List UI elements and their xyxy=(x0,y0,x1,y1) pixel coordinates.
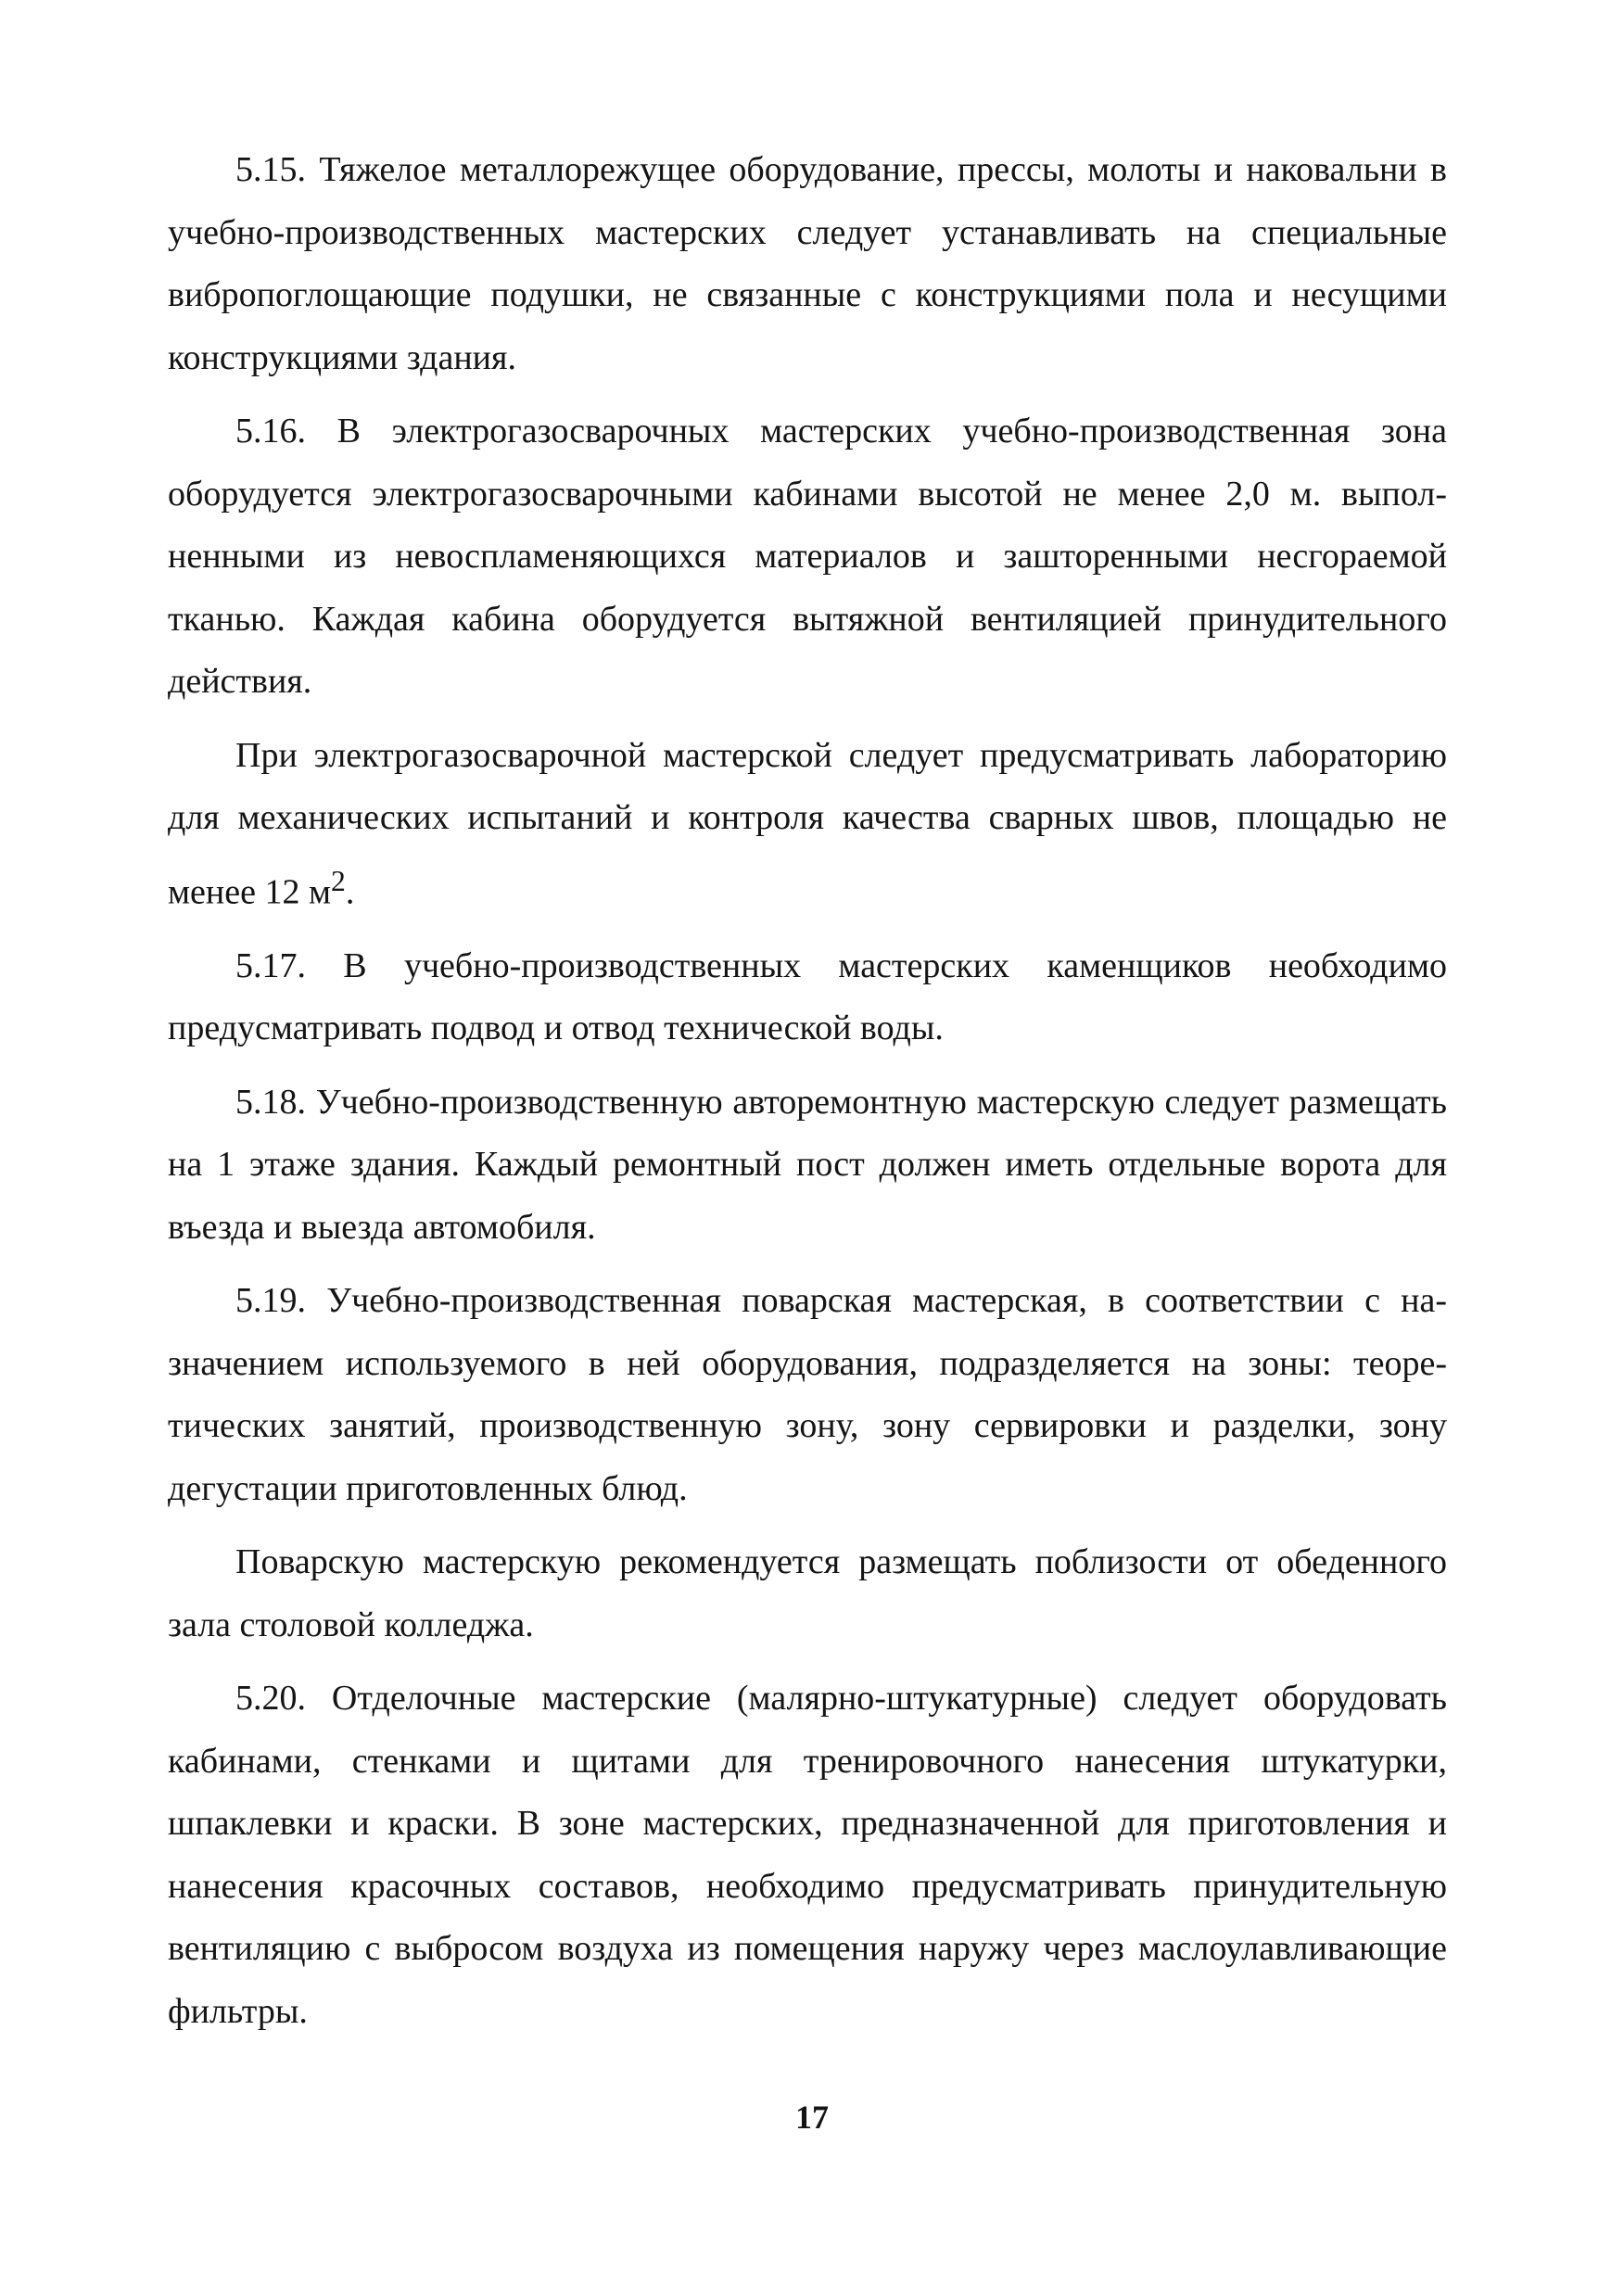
paragraph-text: 5.16. В электрогазосварочных мастерских учебно-производственная зона оборудуется электрогазосварочными кабинами высотой не менее 2,0 м. выполненными из невоспламеняющихся материалов и зашторенными несгораемой тканью. Каждая кабина оборудуется вытяжной вентиляцией принудительного действия. xyxy=(168,412,1447,701)
paragraph-5-18 xyxy=(168,1072,1447,1260)
page-number: 17 xyxy=(795,2099,829,2136)
paragraph-text: 5.19. Учебно-производственная поварская мастерская, в соответствии с назначением используемого в ней оборудования, подразделяется на зоны: теоретических занятий, производственную зону, зону сервировки и разделки, зону дегустации приготовленных блюд. xyxy=(168,1281,1447,1508)
paragraph-text: 5.15. Тяжелое металлорежущее оборудование, прессы, молоты и наковальни в учебно-производственных мастерских следует устанавливать на специальные вибропоглощающие подушки, не связанные с конструкциями пола и несущими конструкциями здания. xyxy=(168,150,1447,377)
document-body xyxy=(168,139,1447,2043)
paragraph-text: 5.18. Учебно-производственную авторемонтную мастерскую следует размещать на 1 этаже здания. Каждый ремонтный пост должен иметь отдельные ворота для въезда и выезда автомобиля. xyxy=(168,1082,1447,1247)
paragraph-5-19 xyxy=(168,1270,1447,1520)
paragraph-text: Поварскую мастерскую рекомендуется размещать поблизости от обеденного зала столовой колледжа. xyxy=(168,1542,1447,1644)
paragraph-welding-laboratory xyxy=(168,725,1447,924)
paragraph-cooking-workshop xyxy=(168,1531,1447,1656)
area-unit-superscript: 2 xyxy=(331,864,346,897)
paragraph-text: 5.20. Отделочные мастерские (малярно-штукатурные) следует оборудовать кабинами, стенками и щитами для тренировочного нанесения штукатурки, шпаклевки и краски. В зоне мастерских, предназначенной для приготовления и нанесения красочных составов, необходимо предусматривать принудительную вентиляцию с выбросом воздуха из помещения наружу через маслоулавливающие фильтры. xyxy=(168,1679,1447,2031)
paragraph-5-16 xyxy=(168,400,1447,714)
paragraph-5-15 xyxy=(168,139,1447,389)
paragraph-5-17 xyxy=(168,935,1447,1060)
paragraph-text: 5.17. В учебно-производственных мастерских каменщиков необходимо предусматривать подвод и отвод технической воды. xyxy=(168,945,1447,1048)
paragraph-text-end: . xyxy=(345,872,355,912)
paragraph-text: При электрогазосварочной мастерской следует предусматривать лабораторию для механических испытаний и контроля качества сварных швов, площадью не менее 12 м xyxy=(168,735,1447,912)
paragraph-5-20 xyxy=(168,1668,1447,2043)
